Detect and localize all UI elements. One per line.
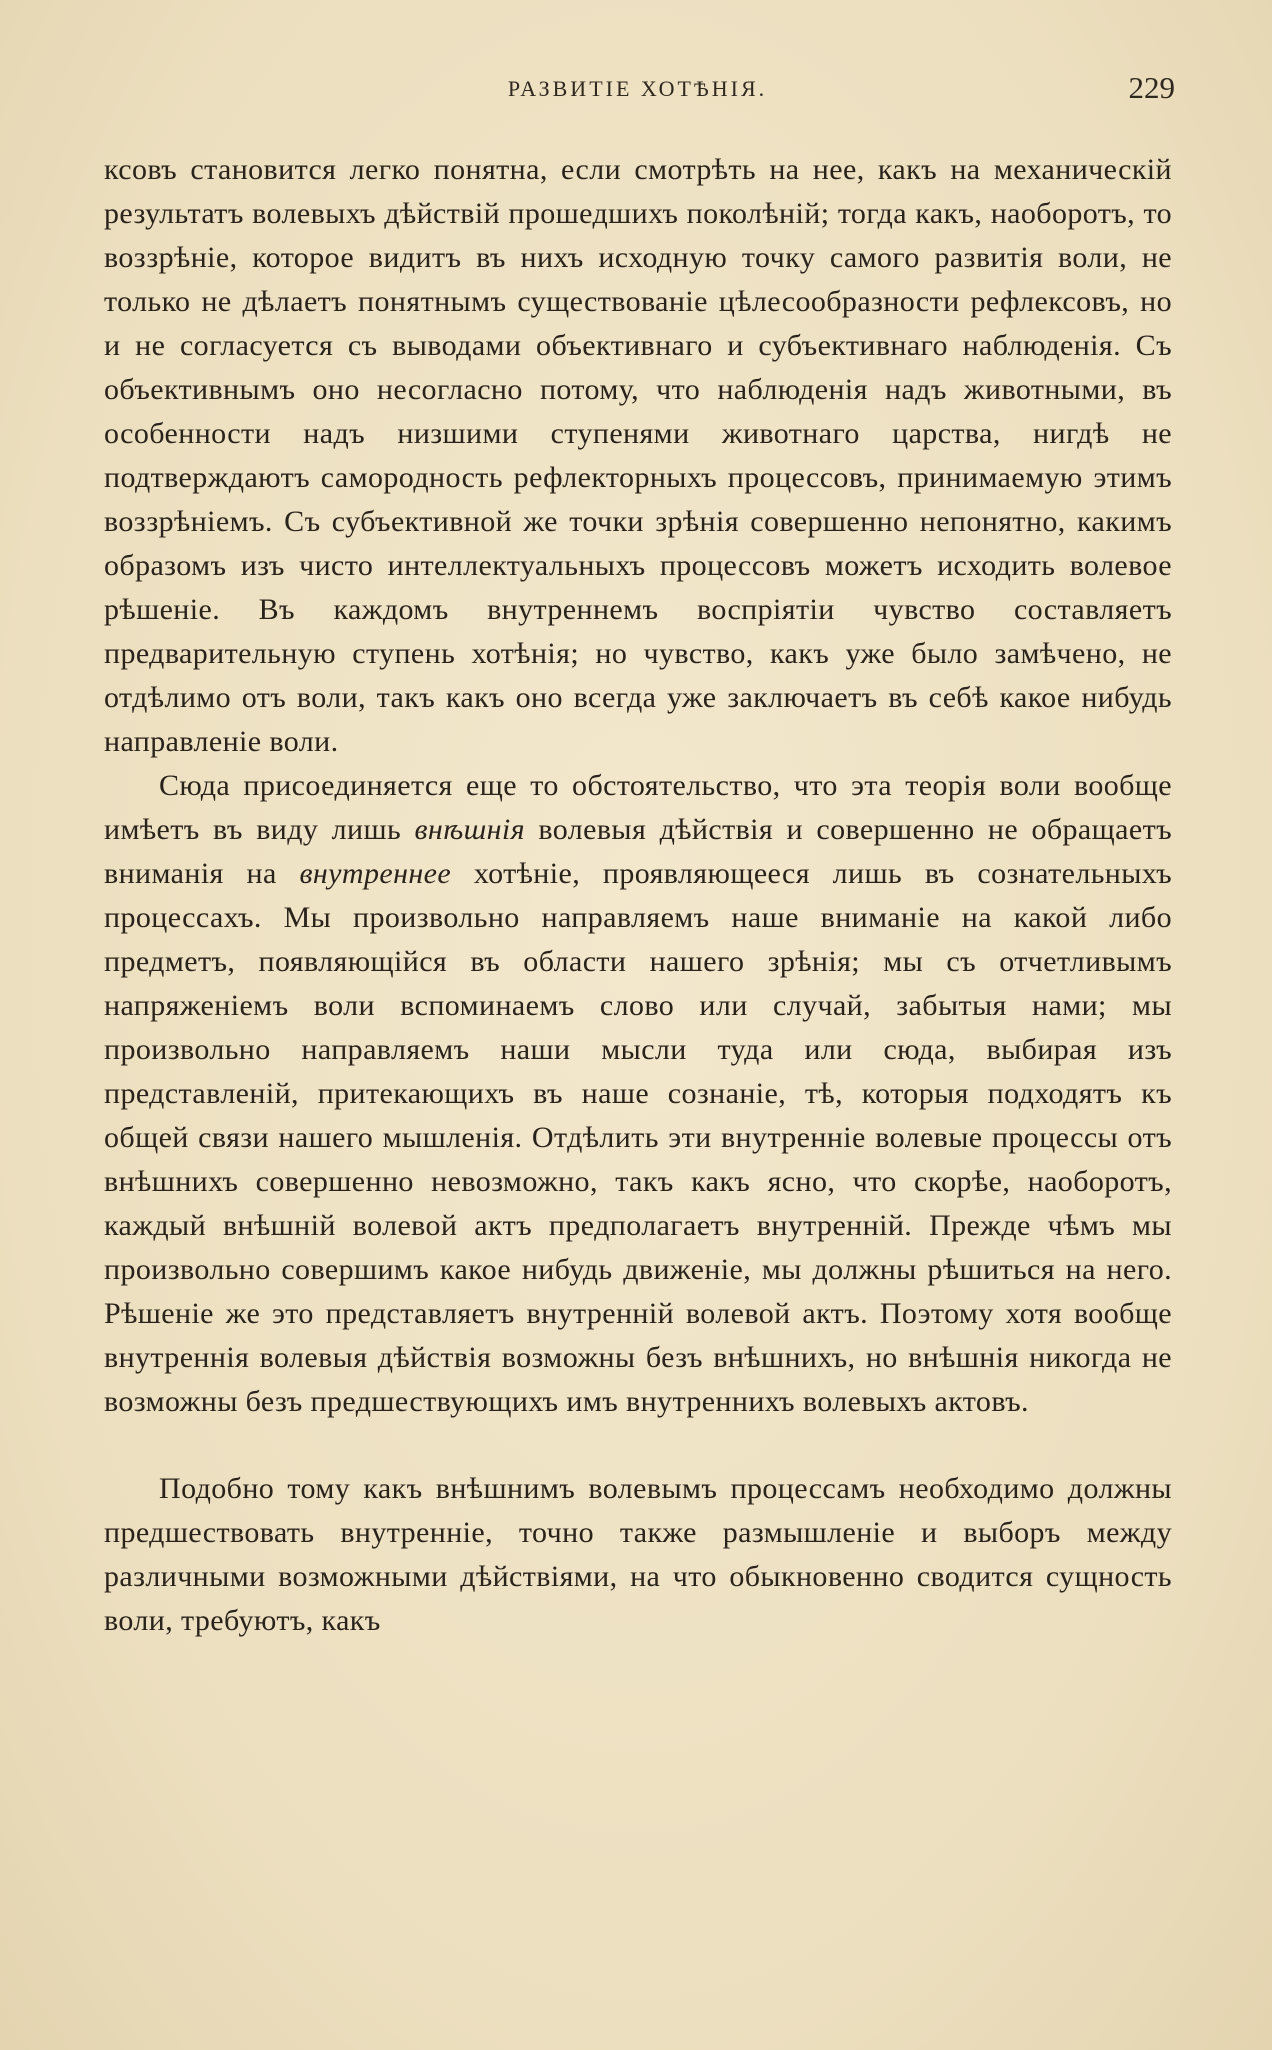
text-run: хотѣніе, проявляющееся лишь въ сознательныхъ процессахъ. Мы произвольно направляемъ наше вниманіе на какой либо предметъ, появляющійся въ области нашего зрѣнія; мы съ отчетливымъ напряженіемъ воли вспоминаемъ слово или случай, забытыя нами; мы произвольно направляемъ наши мысли туда или сюда, выбирая изъ представленій, притекающихъ въ наше сознаніе, тѣ, которыя подходятъ къ общей связи нашего мышленія. Отдѣлить эти внутренніе волевые процессы отъ внѣшнихъ совершенно невозможно, такъ какъ ясно, что скорѣе, наоборотъ, каждый внѣшній волевой актъ предполагаетъ внутренній. Прежде чѣмъ мы произвольно совершимъ какое нибудь движеніе, мы должны рѣшиться на него. Рѣшеніе же это представляетъ внутренній волевой актъ. Поэтому хотя вообще внутреннія волевыя дѣйствія возможны безъ внѣшнихъ, но внѣшнія никогда не возможны безъ предшествующихъ имъ внутреннихъ волевыхъ актовъ.	[104, 857, 1172, 1418]
page-number: 229	[1128, 70, 1175, 105]
italic-phrase: внѣшнія	[414, 813, 526, 846]
running-title: РАЗВИТІЕ ХОТѢНІЯ.	[507, 76, 768, 101]
text-run: волевыя дѣйствія и совершенно не обращаетъ вниманія на	[104, 813, 1172, 890]
paragraph-continuation	[104, 148, 1172, 764]
section-gap	[104, 1424, 1172, 1467]
body-text	[104, 148, 1172, 1643]
italic-phrase: внутреннее	[299, 857, 452, 890]
running-header	[100, 70, 1175, 110]
paragraph-external-internal-will	[104, 764, 1172, 1424]
text-run: ксовъ становится легко понятна, если смотрѣть на нее, какъ на механическій результатъ волевыхъ дѣйствій прошедшихъ поколѣній; тогда какъ, наоборотъ, то воззрѣніе, которое видитъ въ нихъ исходную точку самого развитія воли, не только не дѣлаетъ понятнымъ существованіе цѣлесообразности рефлексовъ, но и не согласуется съ выводами объективнаго и субъективнаго наблюденія. Съ объективнымъ оно несогласно потому, что наблюденія надъ животными, въ особенности надъ низшими ступенями животнаго царства, нигдѣ не подтверждаютъ самородность рефлекторныхъ процессовъ, принимаемую этимъ воззрѣніемъ. Съ субъективной же точки зрѣнія совершенно непонятно, какимъ образомъ изъ чисто интеллектуальныхъ процессовъ можетъ исходить волевое рѣшеніе. Въ каждомъ внутреннемъ воспріятіи чувство составляетъ предварительную ступень хотѣнія; но чувство, какъ уже было замѣчено, не отдѣлимо отъ воли, такъ какъ оно всегда уже заключаетъ въ себѣ какое нибудь направленіе воли.	[104, 153, 1172, 758]
text-run: Сюда присоединяется еще то обстоятельство, что эта теорія воли вообще имѣетъ въ виду лишь	[104, 769, 1172, 846]
paragraph-deliberation	[104, 1467, 1172, 1643]
text-run: Подобно тому какъ внѣшнимъ волевымъ процессамъ необходимо должны предшествовать внутренніе, точно также размышленіе и выборъ между различными возможными дѣйствіями, на что обыкновенно сводится сущность воли, требуютъ, какъ	[104, 1472, 1172, 1637]
